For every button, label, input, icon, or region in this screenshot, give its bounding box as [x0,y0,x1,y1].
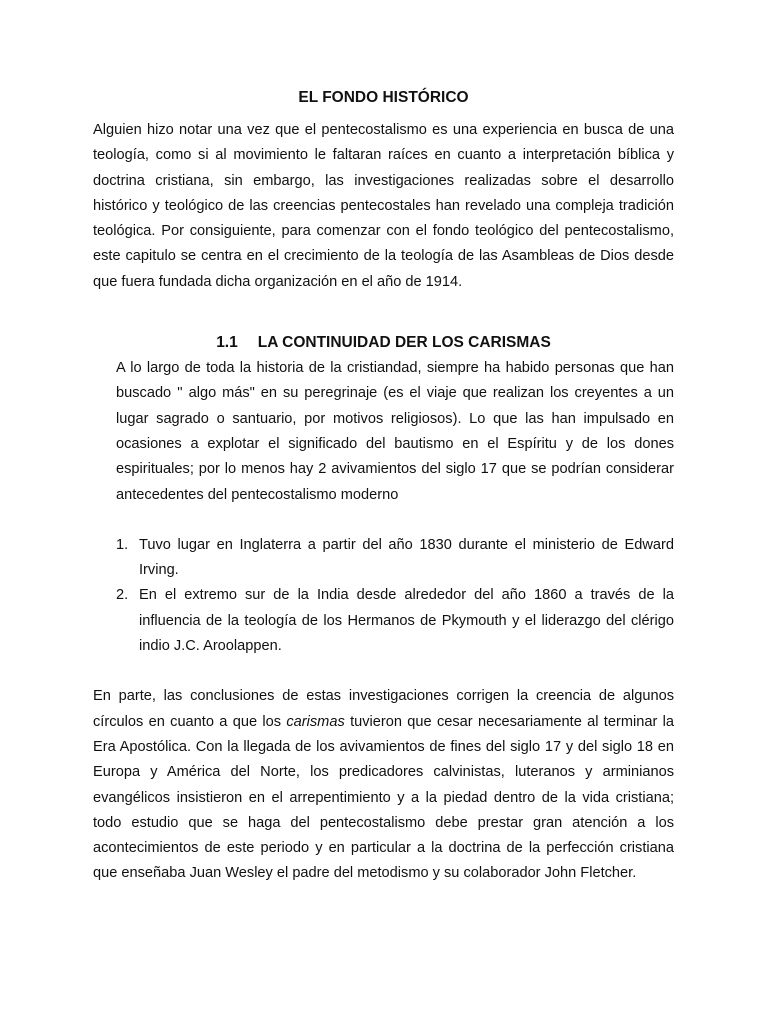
closing-paragraph [93,684,674,886]
list-item [116,533,674,584]
section-paragraph: A lo largo de toda la historia de la cristiandad, siempre ha habido personas que han buscado '' algo más" en su peregrinaje (es el viaje que realizan los creyentes a un lugar sagrado o santuario, por motivos religiosos). Lo que las han impulsado en ocasiones a explotar el significado del bautismo en el Espíritu y de los dones espirituales; por lo menos hay 2 avivamientos del siglo 17 que se podrían considerar antecedentes del pentecostalismo moderno [116,360,674,503]
list-item-text: Tuvo lugar en Inglaterra a partir del año 1830 durante el ministerio de Edward Irving. [139,536,674,579]
closing-text-start: En parte, las conclusiones de estas investigaciones corrigen la creencia de algunos círculos en cuanto a que los [93,688,674,730]
section-title: LA CONTINUIDAD DER LOS CARISMAS [257,334,551,352]
list-marker: 1. [116,536,129,553]
list-item [116,583,674,659]
list-marker: 2. [116,587,129,604]
closing-text-end: tuvieron que cesar necesariamente al terminar la Era Apostólica. Con la llegada de los avivamientos de fines del siglo 17 y del siglo 18 en Europa y América del Norte, los predicadores calvinistas, luteranos y arminianos evangélicos insistieron en el arrepentimiento y a la piedad dentro de la vida cristiana; todo estudio que se haga del pentecostalismo debe prestar gran atención a los acontecimientos de este periodo y en particular a la doctrina de la perfección cristiana que enseñaba Juan Wesley el padre del metodismo y su colaborador John Fletcher. [93,713,674,882]
revivals-list [93,533,674,659]
document-title: EL FONDO HISTÓRICO [298,89,469,106]
section-number: 1.1 [216,334,238,352]
section-heading [93,332,674,354]
list-item-text: En el extremo sur de la India desde alrededor del año 1860 a través de la influencia de la teología de los Hermanos de Pkymouth y el liderazgo del clérigo indio J.C. Aroolappen. [139,587,674,655]
intro-paragraph: Alguien hizo notar una vez que el pentecostalismo es una experiencia en busca de una teología, como si al movimiento le faltaran raíces en cuanto a interpretación bíblica y doctrina cristiana, sin embargo, las investigaciones realizadas sobre el desarrollo histórico y teológico de las creencias pentecostales han revelado una compleja tradición teológica. Por consiguiente, para comenzar con el fondo teológico del pentecostalismo, este capitulo se centra en el crecimiento de la teología de las Asambleas de Dios desde que fuera fundada dicha organización en el año de 1914. [93,122,674,290]
closing-italic-term: carismas [286,713,345,730]
